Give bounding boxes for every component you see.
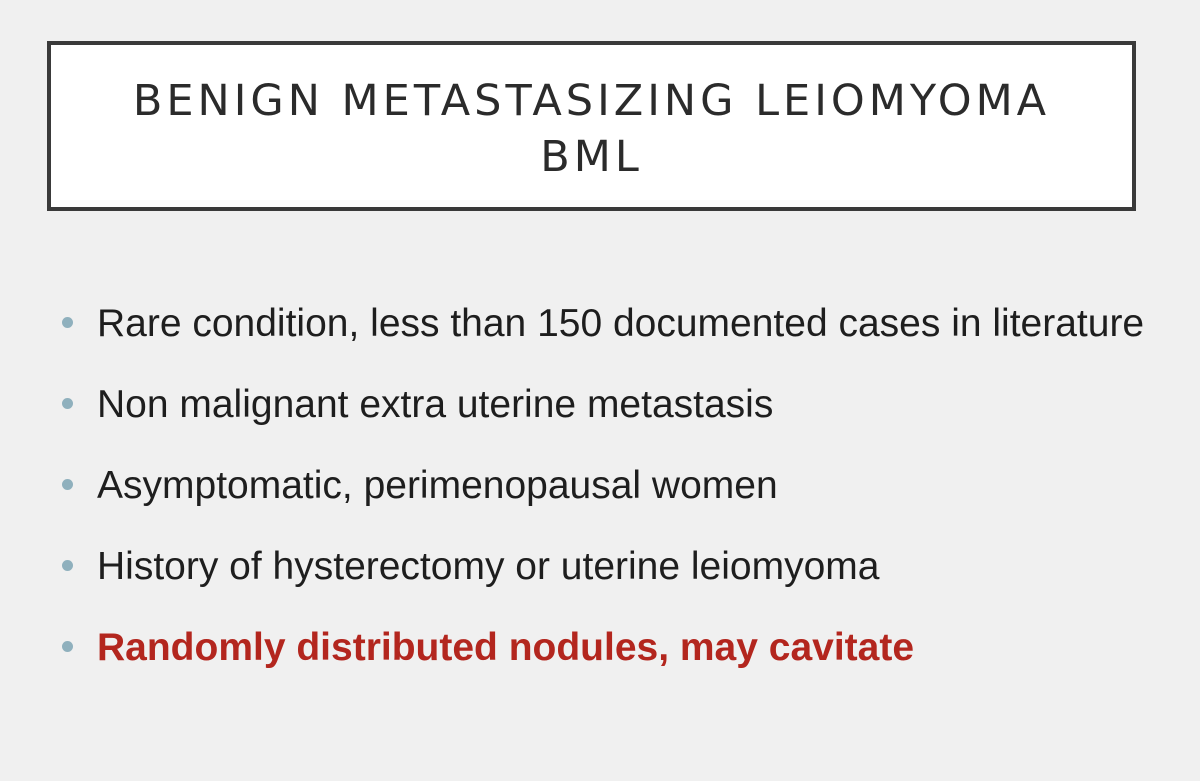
bullet-text-emphasized: Randomly distributed nodules, may cavitate [97, 626, 915, 669]
bullet-text: History of hysterectomy or uterine leiomyoma [97, 545, 880, 588]
bullet-marker-icon [62, 317, 73, 328]
bullet-text: Non malignant extra uterine metastasis [97, 383, 774, 426]
bullet-marker-icon [62, 398, 73, 409]
title-box [47, 41, 1136, 211]
bullet-item [60, 379, 1170, 431]
bullet-marker-icon [62, 479, 73, 490]
bullet-text: Rare condition, less than 150 documented cases in literature [97, 302, 1145, 345]
slide-title-line-2: BML [540, 132, 643, 182]
slide-title-line-1: BENIGN METASTASIZING LEIOMYOMA [132, 76, 1051, 126]
bullet-item [60, 298, 1170, 350]
bullet-item-emphasized [60, 622, 1170, 674]
bullet-list [60, 298, 1170, 674]
bullet-marker-icon [62, 641, 73, 652]
bullet-marker-icon [62, 560, 73, 571]
bullet-item [60, 541, 1170, 593]
bullet-item [60, 460, 1170, 512]
bullet-text: Asymptomatic, perimenopausal women [97, 464, 778, 507]
